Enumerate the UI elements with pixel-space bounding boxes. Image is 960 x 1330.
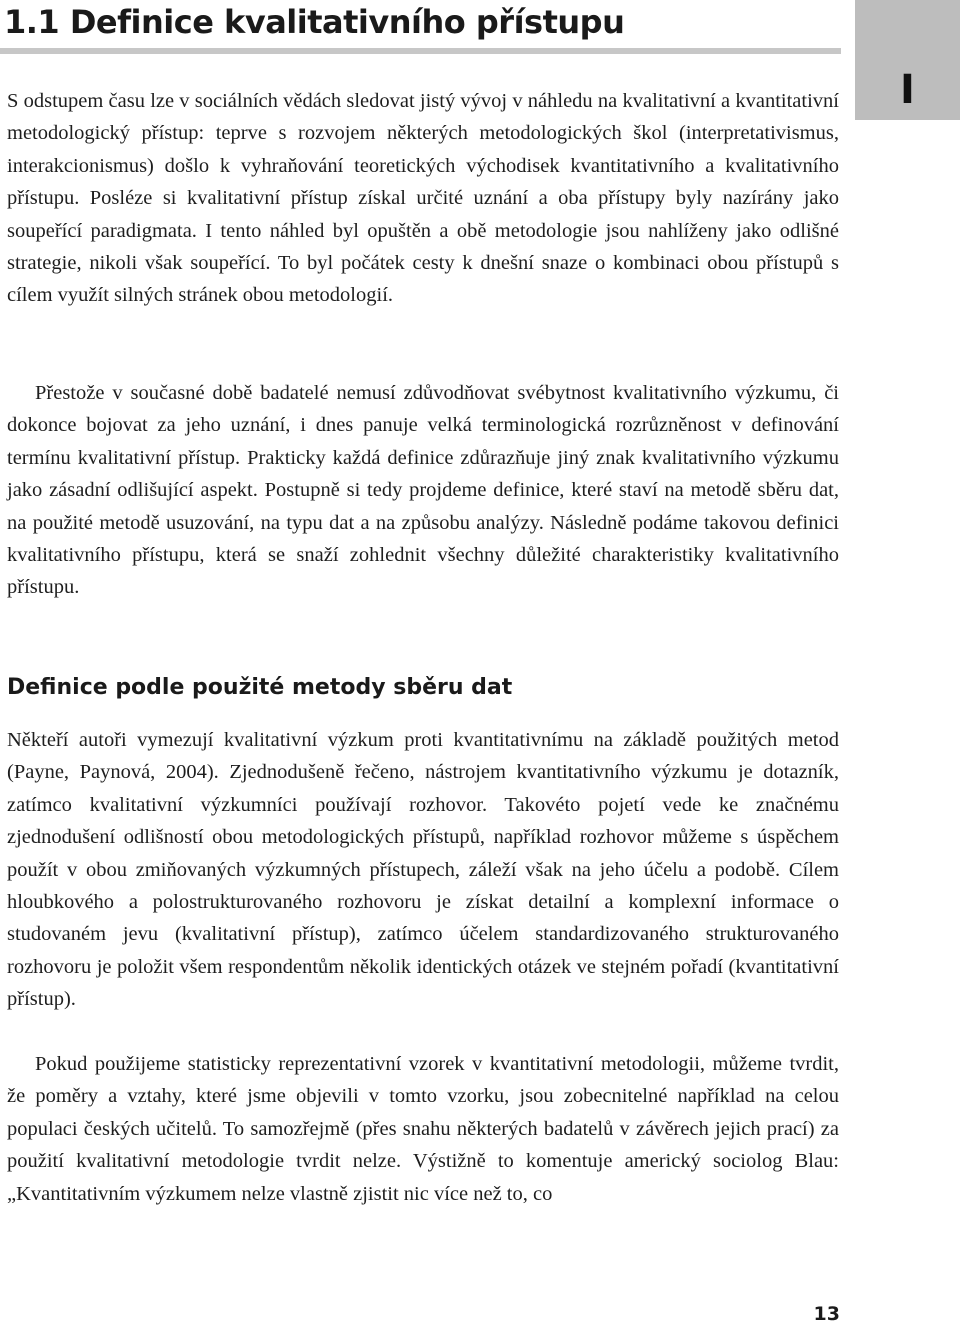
section-heading: Definice podle použité metody sběru dat <box>7 675 513 700</box>
chapter-tab-label: I <box>900 67 915 113</box>
title-underline <box>0 48 841 54</box>
terminology-paragraph: Přestože v současné době badatelé nemusí zdůvodňovat svébytnost kvalitativního výzkumu, či dokonce bojovat za jeho uznání, i dnes panuje velká terminologická rozrůzněnost v definování termínu kvalitativní přístup. Prakticky každá definice zdůrazňuje jiný znak kvalitativního výzkumu jako zásadní odlišující aspekt. Postupně si tedy projdeme definice, které staví na metodě sběru dat, na použité metodě usuzování, na typu dat a na způsobu analýzy. Následně podáme takovou definici kvalitativního přístupu, která se snaží zohlednit všechny důležité charakteristiky kvalitativního přístupu. <box>7 382 839 599</box>
chapter-side-tab <box>855 0 960 120</box>
chapter-title: 1.1 Definice kvalitativního přístupu <box>4 3 625 41</box>
sample-paragraph: Pokud použijeme statisticky reprezentativní vzorek v kvantitativní metodologii, můžeme tvrdit, že poměry a vztahy, které jsme objevili v tomto vzorku, jsou zobecnitelné například na celou populaci českých učitelů. To samozřejmě (přes snahu některých badatelů v závěrech jejich prací) za použití kvalitativní metodologie tvrdit nelze. Výstižně to komentuje americký sociolog Blau: „Kvantitativním výzkumem nelze vlastně zjistit nic více než to, co <box>7 1053 839 1205</box>
methods-paragraph: Někteří autoři vymezují kvalitativní výzkum proti kvantitativnímu na základě použitých metod (Payne, Paynová, 2004). Zjednodušeně řečeno, nástrojem kvantitativního výzkumu je dotazník, zatímco kvalitativní výzkumníci používají rozhovor. Takovéto pojetí vede ke značnému zjednodušení odlišností obou metodologických přístupů, například rozhovor můžeme s úspěchem použít v obou zmiňovaných výzkumných přístupech, záleží však na jeho účelu a podobě. Cílem hloubkového a polostrukturovaného rozhovoru je získat detailní a komplexní informace o studovaném jevu (kvalitativní přístup), zatímco účelem standardizovaného strukturovaného rozhovoru je položit všem respondentům několik identických otázek ve stejném pořadí (kvantitativní přístup). <box>7 729 839 1011</box>
intro-paragraph: S odstupem času lze v sociálních vědách sledovat jistý vývoj v náhledu na kvalitativní a kvantitativní metodologický přístup: teprve s rozvojem některých metodologických škol (interpretativismus, interakcionismus) došlo k vyhraňování teoretických východisek kvantitativního a kvalitativního přístupu. Posléze si kvalitativní přístup získal určité uznání a oba přístupy byly nazírány jako soupeřící paradigmata. I tento náhled byl opuštěn a obě metodologie jsou nahlíženy jako odlišné strategie, nikoli však soupeřící. To byl počátek cesty k dnešní snaze o kombinaci obou přístupů s cílem využít silných stránek obou metodologií. <box>7 90 839 307</box>
page-number: 13 <box>813 1303 840 1325</box>
